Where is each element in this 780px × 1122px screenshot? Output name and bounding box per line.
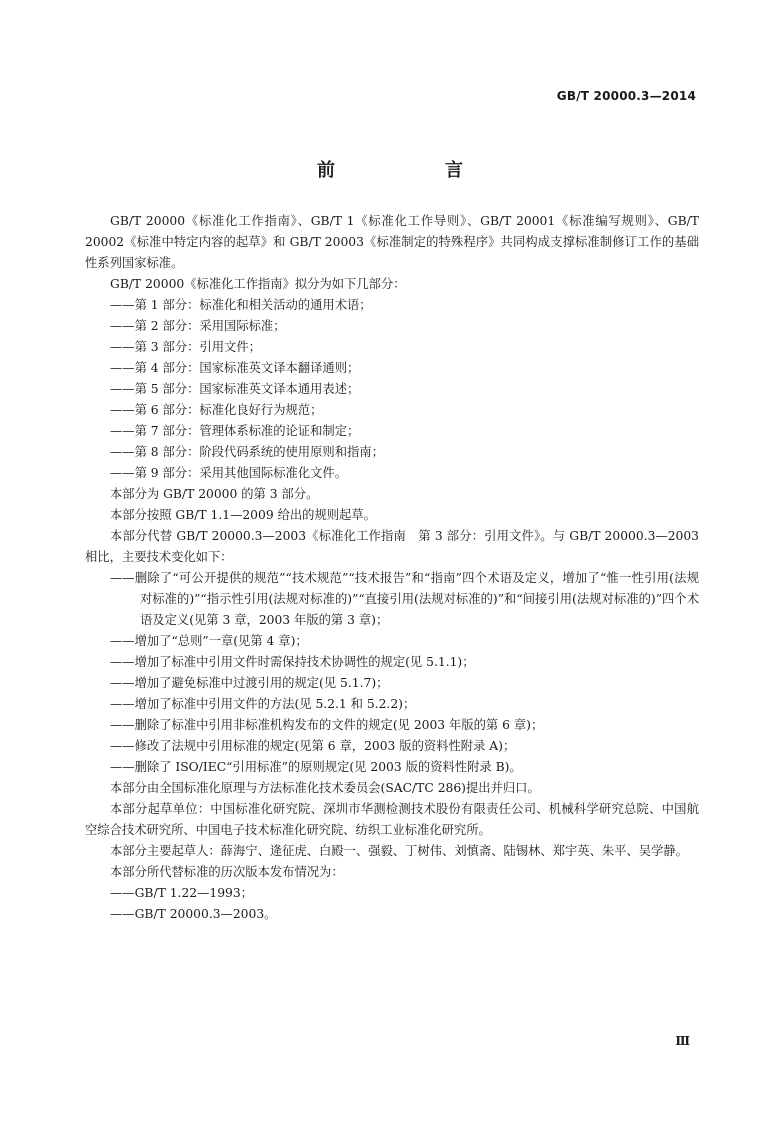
list-item: ——修改了法规中引用标准的规定(见第 6 章，2003 版的资料性附录 A)； bbox=[110, 739, 516, 753]
list-item: ——增加了“总则”一章(见第 4 章)； bbox=[110, 634, 308, 648]
paragraph: 本部分所代替标准的历次版本发布情况为： bbox=[110, 865, 344, 879]
list-item: ——第 4 部分：国家标准英文译本翻译通则； bbox=[110, 361, 360, 375]
list-item: ——第 5 部分：国家标准英文译本通用表述； bbox=[110, 382, 360, 396]
list-item: ——第 8 部分：阶段代码系统的使用原则和指南； bbox=[110, 445, 384, 459]
list-item: ——第 2 部分：采用国际标准； bbox=[110, 319, 286, 333]
page-title: 前 言 bbox=[317, 160, 509, 181]
list-item: ——增加了标准中引用文件时需保持技术协调性的规定(见 5.1.1)； bbox=[110, 655, 475, 669]
list-item: ——第 1 部分：标准化和相关活动的通用术语； bbox=[110, 298, 372, 312]
list-item: ——GB/T 1.22—1993； bbox=[110, 886, 253, 900]
paragraph: GB/T 20000《标准化工作指南》、GB/T 1《标准化工作导则》、GB/T 20001《标准编写规则》、GB/T 20002《标准中特定内容的起草》和 GB/T 20003《标准制定的特殊程序》共同构成支撑标准制修订工作的基础性系列国家标准。 bbox=[85, 214, 699, 270]
paragraph: 本部分按照 GB/T 1.1—2009 给出的规则起草。 bbox=[110, 508, 376, 522]
paragraph: 本部分主要起草人：薛海宁、逄征虎、白殿一、强毅、丁树伟、刘慎斋、陆锡林、郑宇英、朱平、吴学静。 bbox=[110, 844, 688, 858]
paragraph: GB/T 20000《标准化工作指南》拟分为如下几部分： bbox=[110, 277, 406, 291]
paragraph: 本部分为 GB/T 20000 的第 3 部分。 bbox=[110, 487, 319, 501]
paragraph: 本部分由全国标准化原理与方法标准化技术委员会(SAC/TC 286)提出并归口。 bbox=[110, 781, 540, 795]
list-item: ——删除了标准中引用非标准机构发布的文件的规定(见 2003 年版的第 6 章)； bbox=[110, 718, 544, 732]
standard-code-header: GB/T 20000.3—2014 bbox=[556, 89, 696, 103]
paragraph: 本部分代替 GB/T 20000.3—2003《标准化工作指南 第 3 部分：引用文件》。与 GB/T 20000.3—2003 相比，主要技术变化如下： bbox=[85, 529, 699, 564]
foreword-body bbox=[85, 211, 699, 925]
list-item: ——第 9 部分：采用其他国际标准化文件。 bbox=[110, 466, 347, 480]
list-item: ——GB/T 20000.3—2003。 bbox=[110, 907, 277, 921]
list-item: ——删除了“可公开提供的规范”“技术规范”“技术报告”和“指南”四个术语及定义，增加了“惟一性引用(法规对标准的)”“指示性引用(法规对标准的)”“直接引用(法规对标准的)”和“间接引用(法规对标准的)”四个术语及定义(见第 3 章，2003 年版的第 3 章)； bbox=[110, 571, 699, 627]
list-item: ——增加了标准中引用文件的方法(见 5.2.1 和 5.2.2)； bbox=[110, 697, 416, 711]
list-item: ——增加了避免标准中过渡引用的规定(见 5.1.7)； bbox=[110, 676, 389, 690]
page-number: Ⅲ bbox=[675, 1034, 690, 1048]
paragraph: 本部分起草单位：中国标准化研究院、深圳市华测检测技术股份有限责任公司、机械科学研究总院、中国航空综合技术研究所、中国电子技术标准化研究院、纺织工业标准化研究所。 bbox=[85, 802, 699, 837]
list-item: ——第 3 部分：引用文件； bbox=[110, 340, 261, 354]
list-item: ——删除了 ISO/IEC“引用标准”的原则规定(见 2003 版的资料性附录 B)。 bbox=[110, 760, 522, 774]
list-item: ——第 7 部分：管理体系标准的论证和制定； bbox=[110, 424, 360, 438]
list-item: ——第 6 部分：标准化良好行为规范； bbox=[110, 403, 323, 417]
